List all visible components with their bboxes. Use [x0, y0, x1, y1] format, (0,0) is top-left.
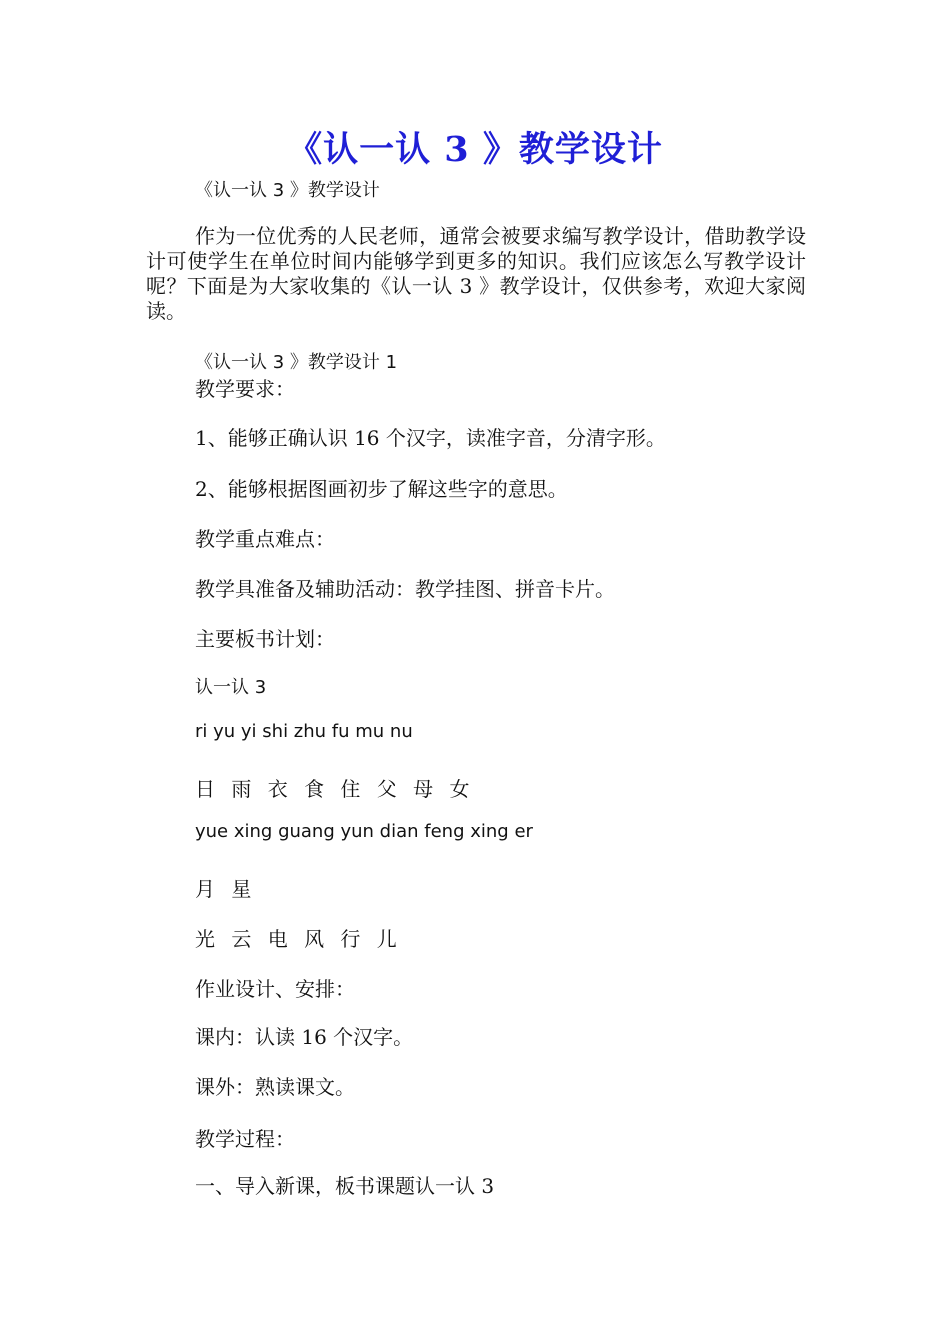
process-heading: 教学过程：	[195, 1127, 295, 1151]
preparation-line: 教学具准备及辅助活动：教学挂图、拼音卡片。	[195, 577, 615, 601]
document-subtitle: 《认一认 3 》教学设计	[195, 180, 380, 201]
board-plan-heading: 主要板书计划：	[195, 627, 335, 651]
characters-line: 月 星	[195, 877, 257, 901]
homework-heading: 作业设计、安排：	[195, 977, 355, 1001]
characters-line: 光 云 电 风 行 儿	[195, 927, 402, 951]
key-points-heading: 教学重点难点：	[195, 527, 335, 551]
document-title: 《认一认 3 》教学设计	[287, 129, 663, 170]
board-title: 认一认 3	[195, 677, 267, 698]
requirements-heading: 教学要求：	[195, 377, 295, 401]
intro-paragraph: 作为一位优秀的人民老师，通常会被要求编写教学设计，借助教学设计可使学生在单位时间内能够学到更多的知识。我们应该怎么写教学设计呢？下面是为大家收集的《认一认 3 》教学设计，仅供参考，欢迎大家阅读。	[146, 224, 806, 323]
section-title: 《认一认 3 》教学设计 1	[195, 352, 398, 373]
pinyin-line: ri yu yi shi zhu fu mu nu	[195, 721, 413, 742]
characters-line: 日 雨 衣 食 住 父 母 女	[195, 777, 475, 801]
homework-in-class: 课内：认读 16 个汉字。	[195, 1025, 414, 1049]
pinyin-line: yue xing guang yun dian feng xing er	[195, 821, 533, 842]
requirement-item: 1、能够正确认识 16 个汉字，读准字音，分清字形。	[195, 426, 666, 450]
process-step: 一、导入新课，板书课题认一认 3	[195, 1174, 495, 1198]
requirement-item: 2、能够根据图画初步了解这些字的意思。	[195, 477, 568, 501]
homework-after-class: 课外：熟读课文。	[195, 1075, 355, 1099]
